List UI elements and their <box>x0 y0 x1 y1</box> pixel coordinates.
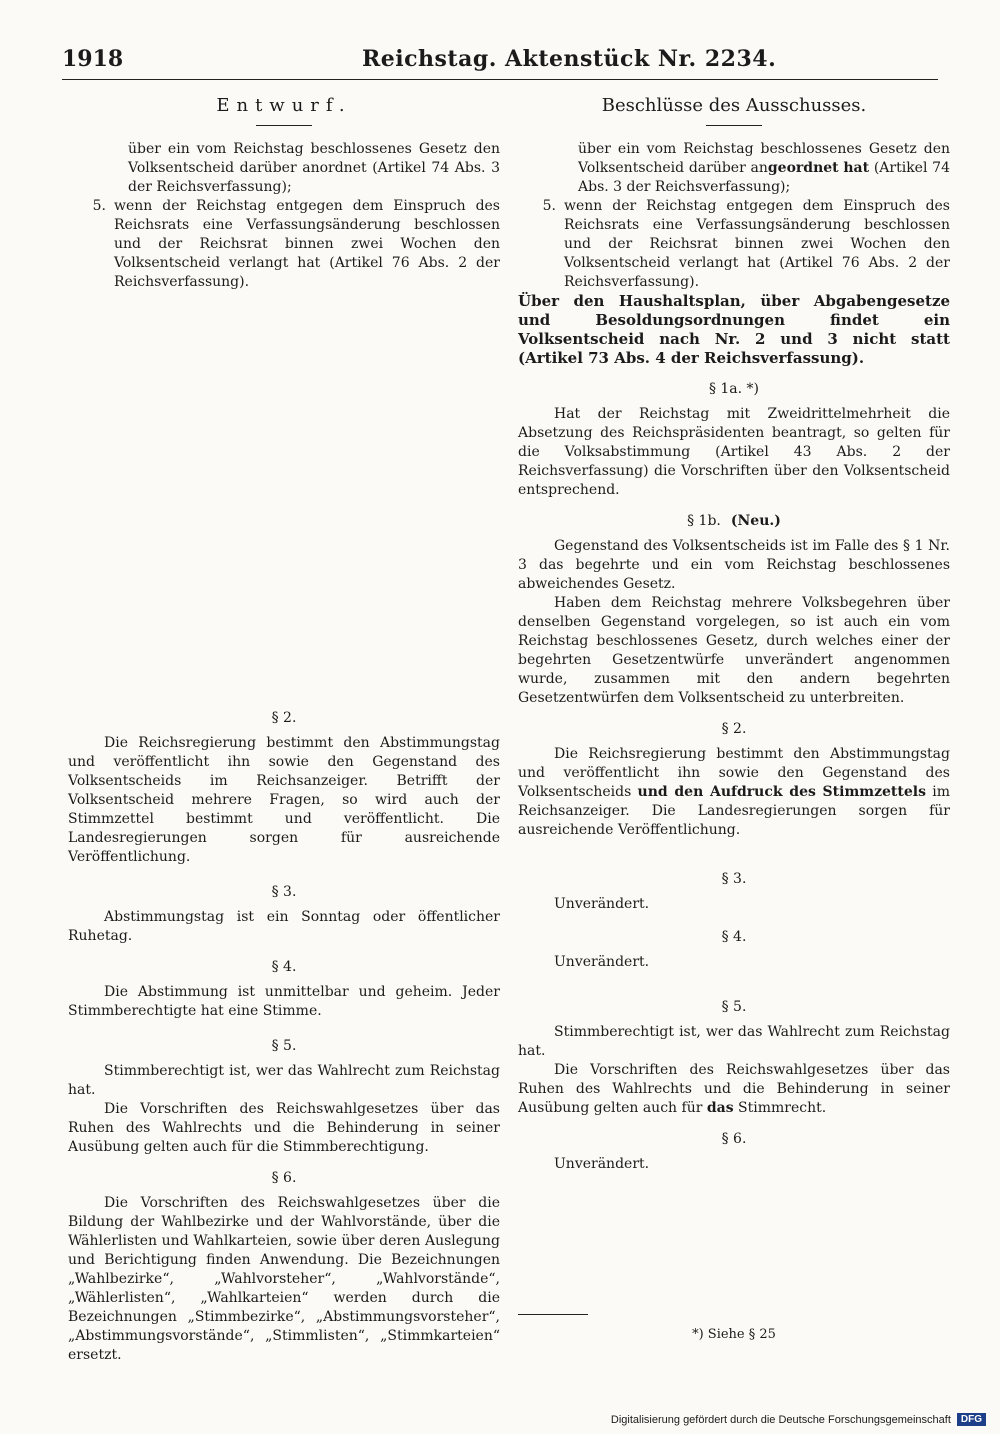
section-1b-number: § 1b. <box>687 513 721 529</box>
s5-text-c: Stimmrecht. <box>733 1100 827 1116</box>
right-column-beschluesse <box>518 96 950 1344</box>
right-heading-rule <box>706 125 762 126</box>
dfg-credit-text: Digitalisierung gefördert durch die Deutsche Forschungsgemeinschaft <box>610 1413 951 1426</box>
left-section-6-title: § 6. <box>271 1170 297 1186</box>
right-item-5 <box>518 197 950 292</box>
left-section-4-title: § 4. <box>271 959 297 975</box>
right-column-heading: Beschlüsse des Ausschusses. <box>601 95 867 116</box>
left-heading-rule <box>256 125 312 126</box>
right-section-2-text <box>518 745 950 840</box>
right-section-1b-title <box>518 512 950 531</box>
left-section-3-text: Abstimmungstag ist ein Sonntag oder öffentlicher Ruhetag. <box>68 909 500 944</box>
header-rule <box>62 79 938 80</box>
left-column-entwurf <box>68 96 500 1365</box>
right-section-3-title: § 3. <box>721 871 747 887</box>
right-section-5-text-1: Stimmberechtigt ist, wer das Wahlrecht zum Reichstag hat. <box>518 1024 950 1059</box>
left-section-5-title: § 5. <box>271 1038 297 1054</box>
page-header <box>62 46 938 76</box>
s2-text-c: im Reichsanzeiger. Die Landesregierungen sorgen für ausreichende Veröffentlichung. <box>518 784 950 838</box>
right-section-2-title: § 2. <box>721 721 747 737</box>
s5-text-a: Die Vorschriften des Reichswahlgesetzes über das Ruhen des Wahlrechts und die Behinderung in seiner Ausübung gelten auch für <box>518 1062 950 1116</box>
right-spacer <box>518 1174 950 1314</box>
right-section-1b-text-1: Gegenstand des Volksentscheids ist im Falle des § 1 Nr. 3 das begehrte und ein vom Reichstag beschlossenes abweichendes Gesetz. <box>518 538 950 592</box>
left-section-5-text-2: Die Vorschriften des Reichswahlgesetzes über das Ruhen des Wahlrechts und die Behinderung in seiner Ausübung gelten auch für die Stimmberechtigung. <box>68 1101 500 1155</box>
right-section-1a-title: § 1a. *) <box>708 381 760 397</box>
document-title: Reichstag. Aktenstück Nr. 2234. <box>362 46 777 72</box>
right-section-4-text: Unverändert. <box>554 954 650 970</box>
intro-text-d: hat <box>843 160 870 176</box>
intro-text-a: über ein vom Reichstag beschlossenes Gesetz den Volksentscheid darüber an <box>578 141 950 176</box>
item-number: 5. <box>542 198 556 214</box>
left-section-3-title: § 3. <box>271 884 297 900</box>
left-column-heading: Entwurf. <box>216 95 352 116</box>
left-intro-paragraph: über ein vom Reichstag beschlossenes Gesetz den Volksentscheid darüber anordnet (Artikel 74 Abs. 3 der Reichsverfassung); <box>128 141 500 195</box>
left-section-2-text: Die Reichsregierung bestimmt den Abstimmungstag und veröffentlicht ihn sowie den Gegenstand des Volksentscheids im Reichsanzeiger. Betrifft der Volksentscheid mehrere Fragen, so wird auch der Stimmzettel bestimmt und veröffentlicht. Die Landesregierungen sorgen für ausreichende Veröffentlichung. <box>68 735 500 865</box>
item-text: wenn der Reichstag entgegen dem Einspruch des Reichsrats eine Verfassungsänderung beschlossen und der Reichsrat binnen zwei Wochen den Volksentscheid verlangt hat (Artikel 76 Abs. 2 der Reichsverfassung). <box>564 198 950 290</box>
left-spacer <box>68 292 500 697</box>
left-section-4-text: Die Abstimmung ist unmittelbar und geheim. Jeder Stimmberechtigte hat eine Stimme. <box>68 984 500 1019</box>
right-bold-paragraph: Über den Haushaltsplan, über Abgabengesetze und Besoldungsordnungen findet ein Volksentscheid nach Nr. 2 und 3 nicht statt (Artikel 73 Abs. 4 der Reichsverfassung). <box>518 292 950 367</box>
intro-text-e: (Artikel 74 Abs. 3 der Reichsverfassung); <box>578 160 950 195</box>
digitization-credit <box>611 1413 986 1426</box>
item-number: 5. <box>92 198 106 214</box>
right-section-5-title: § 5. <box>721 999 747 1015</box>
left-section-2-title: § 2. <box>271 710 297 726</box>
item-text: wenn der Reichstag entgegen dem Einspruch des Reichsrats eine Verfassungsänderung beschlossen und der Reichsrat binnen zwei Wochen den Volksentscheid verlangt hat (Artikel 76 Abs. 2 der Reichsverfassung). <box>114 198 500 290</box>
s2-text-a: Die Reichsregierung bestimmt den Abstimmungstag und veröffentlicht ihn sowie den Gegenstand des Volksentscheids <box>518 746 950 800</box>
left-item-5 <box>68 197 500 292</box>
left-section-6-text: Die Vorschriften des Reichswahlgesetzes über die Bildung der Wahlbezirke und der Wahlvorstände, über die Wählerlisten und Wahlkarteien, sowie über deren Auslegung und Berichtigung finden Anwendung. Die Bezeichnungen „Wahlbezirke“, „Wahlvorsteher“, „Wahlvorstände“, „Wählerlisten“, „Wahlkarteien“ werden durch die Bezeichnungen „Stimmbezirke“, „Abstimmungsvorsteher“, „Abstimmungsvorstände“, „Stimmlisten“, „Stimmkarteien“ ersetzt. <box>68 1195 500 1363</box>
left-section-5-text-1: Stimmberechtigt ist, wer das Wahlrecht zum Reichstag hat. <box>68 1063 500 1098</box>
right-intro-paragraph <box>518 140 950 197</box>
right-section-1a-text: Hat der Reichstag mit Zweidrittelmehrheit die Absetzung des Reichspräsidenten beantragt, so gelten für die Volksabstimmung (Artikel 43 Abs. 2 der Reichsverfassung) die Vorschriften über den Volksentscheid entsprechend. <box>518 406 950 498</box>
section-1b-new-marker: (Neu.) <box>730 513 781 529</box>
footnote: *) Siehe § 25 <box>692 1327 776 1342</box>
s5-text-b: das <box>706 1100 734 1116</box>
dfg-logo: DFG <box>957 1413 986 1426</box>
right-section-4-title: § 4. <box>721 929 747 945</box>
right-section-6-text: Unverändert. <box>554 1156 650 1172</box>
page-number: 1918 <box>62 46 124 72</box>
right-section-6-title: § 6. <box>721 1131 747 1147</box>
intro-text-b: geordnet <box>767 160 839 176</box>
right-section-1b-text-2: Haben dem Reichstag mehrere Volksbegehren über denselben Gegenstand vorgelegen, so ist auch ein vom Reichstag beschlossenes Gesetz, durch welches einer der begehrten Gesetzentwürfe unverändert angenommen wurde, zusammen mit den andern begehrten Gesetzentwürfen dem Volksentscheid zu unterbreiten. <box>518 595 950 706</box>
right-section-3-text: Unverändert. <box>554 896 650 912</box>
right-section-5-text-2 <box>518 1061 950 1118</box>
footnote-rule <box>518 1314 588 1315</box>
s2-text-b: und den Aufdruck des Stimmzettels <box>637 784 926 800</box>
